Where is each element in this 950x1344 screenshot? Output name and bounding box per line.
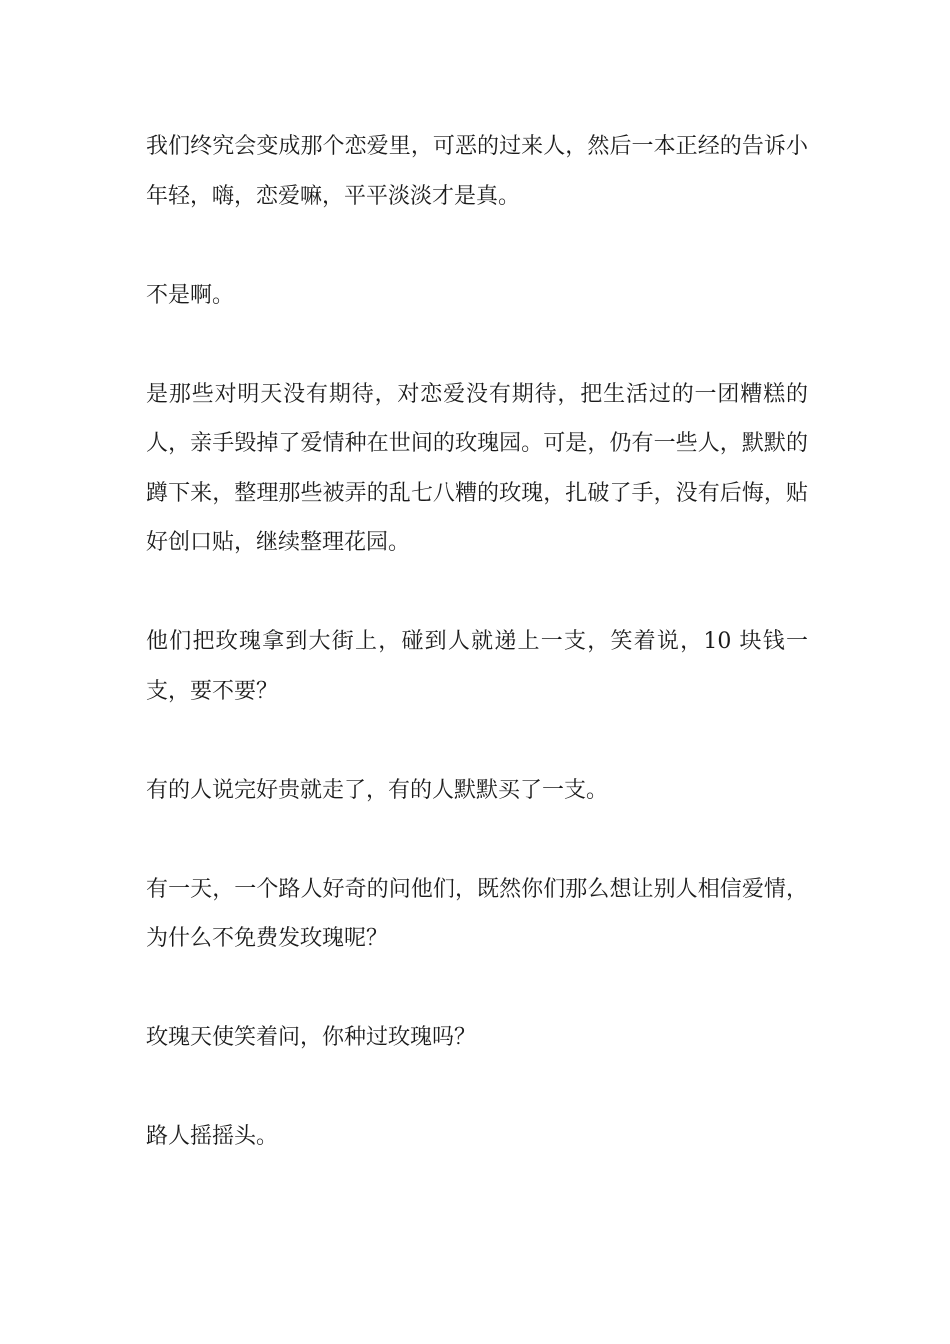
paragraph-6: 有一天，一个路人好奇的问他们，既然你们那么想让别人相信爱情，为什么不免费发玫瑰呢？	[146, 876, 808, 951]
paragraph-3: 是那些对明天没有期待，对恋爱没有期待，把生活过的一团糟糕的人，亲手毁掉了爱情种在世间的玫瑰园。可是，仍有一些人，默默的蹲下来，整理那些被弄的乱七八糟的玫瑰，扎破了手，没有后悔，贴好创口贴，继续整理花园。	[146, 381, 808, 555]
paragraph-5: 有的人说完好贵就走了，有的人默默买了一支。	[146, 777, 609, 803]
paragraph-2: 不是啊。	[146, 282, 235, 308]
paragraph-4: 他们把玫瑰拿到大街上，碰到人就递上一支，笑着说，10 块钱一支，要不要？	[146, 629, 808, 704]
paragraph-8: 路人摇摇头。	[146, 1124, 279, 1149]
document-body	[146, 122, 808, 1211]
paragraph-1: 我们终究会变成那个恋爱里，可恶的过来人，然后一本正经的告诉小年轻，嗨，恋爱嘛，平平淡淡才是真。	[146, 134, 808, 209]
paragraph-7: 玫瑰天使笑着问，你种过玫瑰吗？	[146, 1025, 477, 1050]
